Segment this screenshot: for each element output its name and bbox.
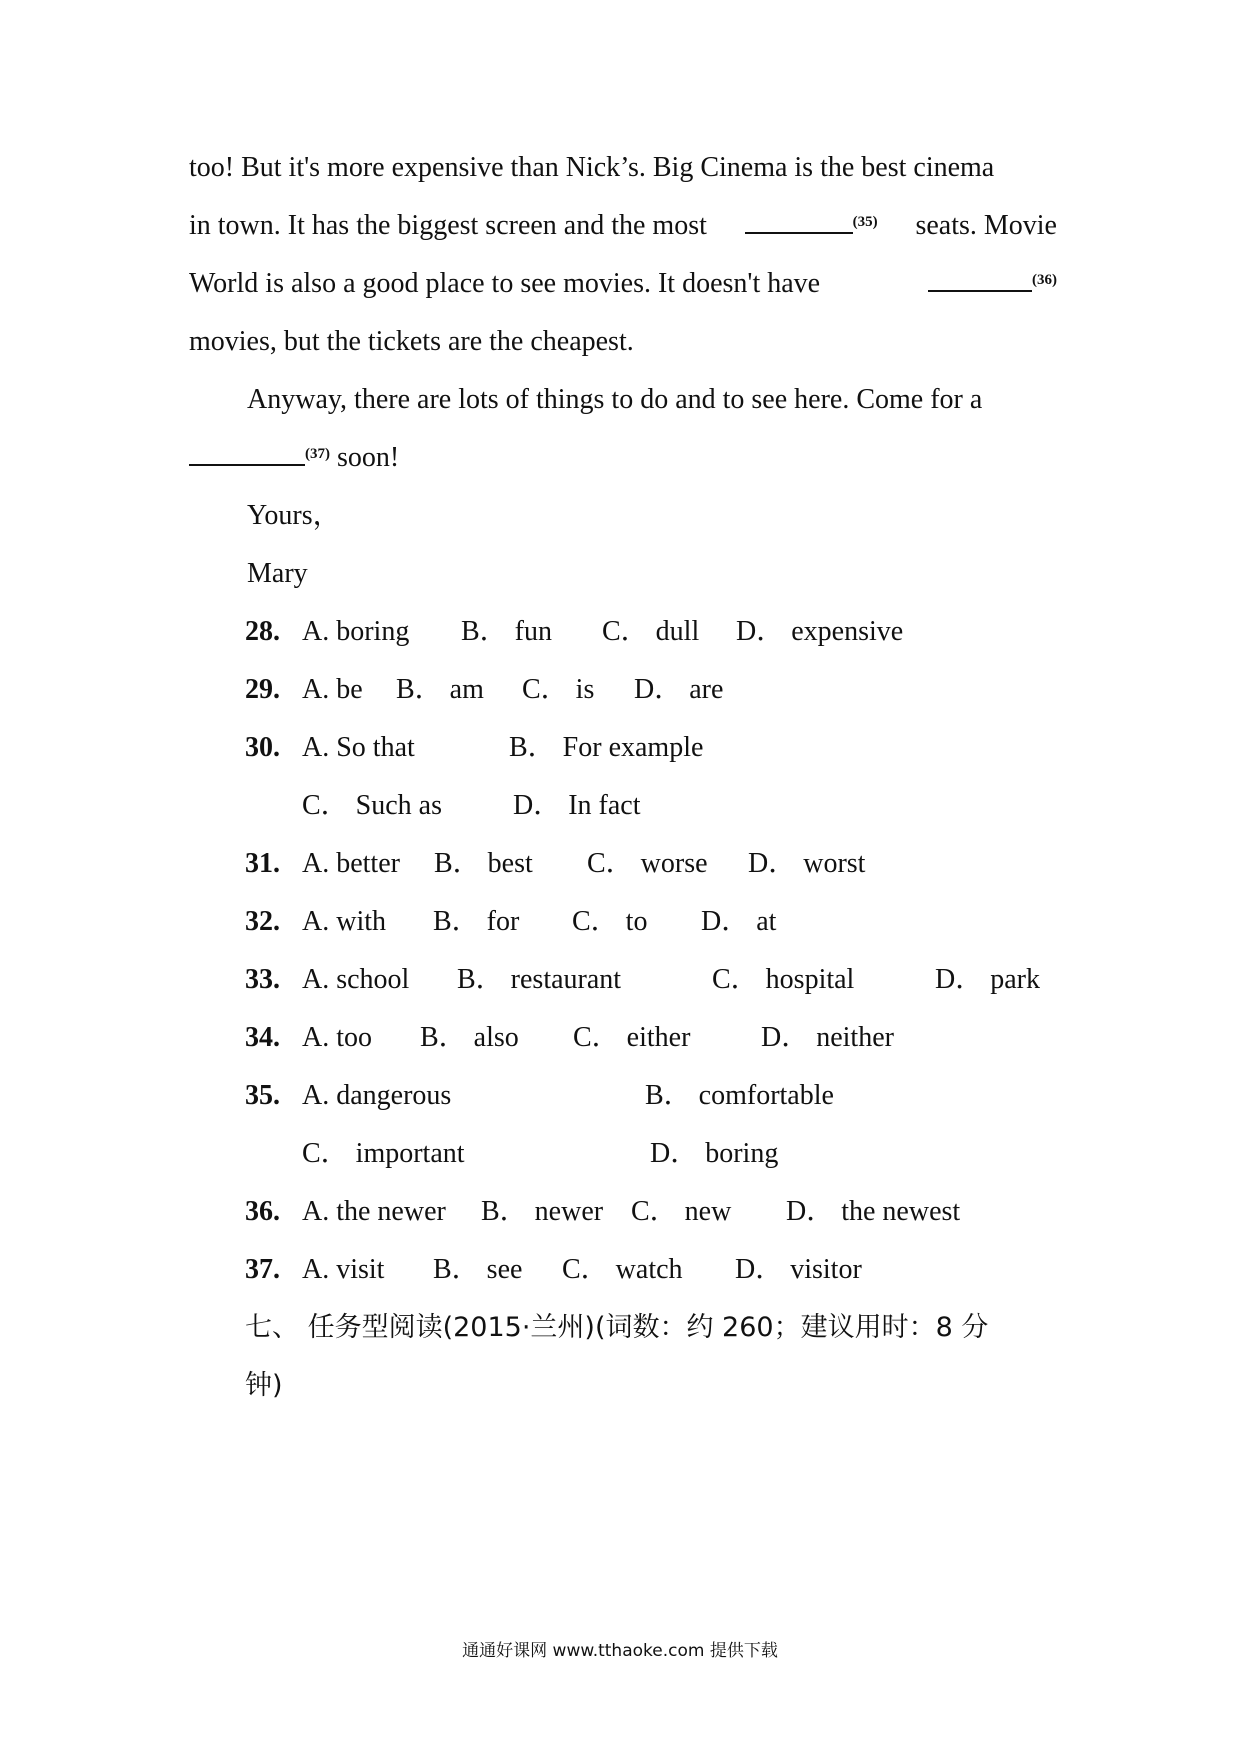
- option-c[interactable]: C． watch: [562, 1254, 683, 1285]
- passage-line-2: [189, 208, 1057, 244]
- passage-line-3: [189, 266, 1057, 302]
- option-a[interactable]: A. better: [302, 848, 400, 879]
- blank-number: (35): [852, 214, 878, 230]
- question-number: 32.: [245, 906, 280, 937]
- question-28: [245, 614, 1055, 650]
- passage-line-1: [189, 150, 1057, 186]
- option-b[interactable]: B． For example: [509, 732, 704, 763]
- question-34: [245, 1020, 1055, 1056]
- option-b[interactable]: B． see: [433, 1254, 523, 1285]
- question-number: 37.: [245, 1254, 280, 1285]
- option-d[interactable]: D． In fact: [513, 790, 641, 821]
- question-number: 31.: [245, 848, 280, 879]
- option-a[interactable]: A. the newer: [302, 1196, 446, 1227]
- question-29: [245, 672, 1055, 708]
- option-c[interactable]: C． new: [631, 1196, 732, 1227]
- blank-number: (36): [1032, 272, 1057, 288]
- option-d[interactable]: D． neither: [761, 1022, 894, 1053]
- option-a[interactable]: A. be: [302, 674, 363, 705]
- question-number: 36.: [245, 1196, 280, 1227]
- question-32: [245, 904, 1055, 940]
- passage-line-4: [189, 324, 634, 360]
- option-d[interactable]: D． visitor: [735, 1254, 862, 1285]
- option-b[interactable]: B． comfortable: [645, 1080, 834, 1111]
- option-d[interactable]: D． are: [634, 674, 724, 705]
- option-c[interactable]: C． important: [302, 1138, 465, 1169]
- passage-text: Anyway, there are lots of things to do and to see here. Come for a: [247, 384, 983, 415]
- passage-text: in town. It has the biggest screen and the most: [189, 210, 707, 241]
- section-heading-text: 七、 任务型阅读(2015·兰州)(词数：约 260；建议用时：8 分: [245, 1312, 989, 1343]
- option-d[interactable]: D． the newest: [786, 1196, 961, 1227]
- option-b[interactable]: B． restaurant: [457, 964, 622, 995]
- option-c[interactable]: C． dull: [602, 616, 700, 647]
- passage-text: too! But it's more expensive than Nick’s. Big Cinema is the best cinema: [189, 152, 995, 183]
- passage-text: seats. Movie: [915, 210, 1057, 241]
- option-a[interactable]: A. boring: [302, 616, 410, 647]
- option-b[interactable]: B． also: [420, 1022, 519, 1053]
- question-37: [245, 1252, 1055, 1288]
- option-a[interactable]: A. with: [302, 906, 386, 937]
- option-c[interactable]: C． worse: [587, 848, 708, 879]
- signature: Mary: [247, 558, 308, 589]
- passage-text: movies, but the tickets are the cheapest.: [189, 326, 634, 357]
- blank-number: (37): [305, 446, 330, 462]
- option-b[interactable]: B． am: [396, 674, 484, 705]
- option-d[interactable]: D． at: [701, 906, 777, 937]
- option-c[interactable]: C． either: [573, 1022, 691, 1053]
- blank-35[interactable]: [745, 208, 878, 244]
- option-a[interactable]: A. school: [302, 964, 410, 995]
- passage-text: soon!: [337, 442, 400, 473]
- question-number: 28.: [245, 616, 280, 647]
- section-heading: [245, 1310, 1057, 1346]
- option-a[interactable]: A. dangerous: [302, 1080, 452, 1111]
- blank-36[interactable]: [928, 266, 1057, 302]
- option-c[interactable]: C． to: [572, 906, 648, 937]
- option-d[interactable]: D． expensive: [736, 616, 904, 647]
- option-d[interactable]: D． boring: [650, 1138, 779, 1169]
- option-a[interactable]: A. too: [302, 1022, 372, 1053]
- option-b[interactable]: B． fun: [461, 616, 553, 647]
- option-a[interactable]: A. So that: [302, 732, 415, 763]
- question-number: 35.: [245, 1080, 280, 1111]
- option-b[interactable]: B． best: [434, 848, 533, 879]
- passage-text: World is also a good place to see movies. It doesn't have: [189, 268, 821, 299]
- option-d[interactable]: D． worst: [748, 848, 866, 879]
- question-number: 33.: [245, 964, 280, 995]
- option-b[interactable]: B． for: [433, 906, 520, 937]
- option-c[interactable]: C． hospital: [712, 964, 855, 995]
- passage-line-6: [189, 440, 399, 476]
- option-b[interactable]: B． newer: [481, 1196, 604, 1227]
- section-heading-cont: 钟): [245, 1370, 283, 1401]
- option-c[interactable]: C． Such as: [302, 790, 443, 821]
- question-33: [245, 962, 1055, 998]
- option-d[interactable]: D． park: [935, 964, 1040, 995]
- question-30: [245, 730, 1055, 766]
- passage-line-5: [247, 382, 1057, 418]
- question-31: [245, 846, 1055, 882]
- footer-watermark: 通通好课网 www.tthaoke.com 提供下载: [462, 1641, 778, 1661]
- option-a[interactable]: A. visit: [302, 1254, 385, 1285]
- question-35: [245, 1078, 1055, 1114]
- question-36: [245, 1194, 1055, 1230]
- closing: Yours，: [247, 500, 341, 531]
- question-number: 30.: [245, 732, 280, 763]
- blank-37[interactable]: [189, 442, 330, 473]
- question-number: 29.: [245, 674, 280, 705]
- question-number: 34.: [245, 1022, 280, 1053]
- option-c[interactable]: C． is: [522, 674, 595, 705]
